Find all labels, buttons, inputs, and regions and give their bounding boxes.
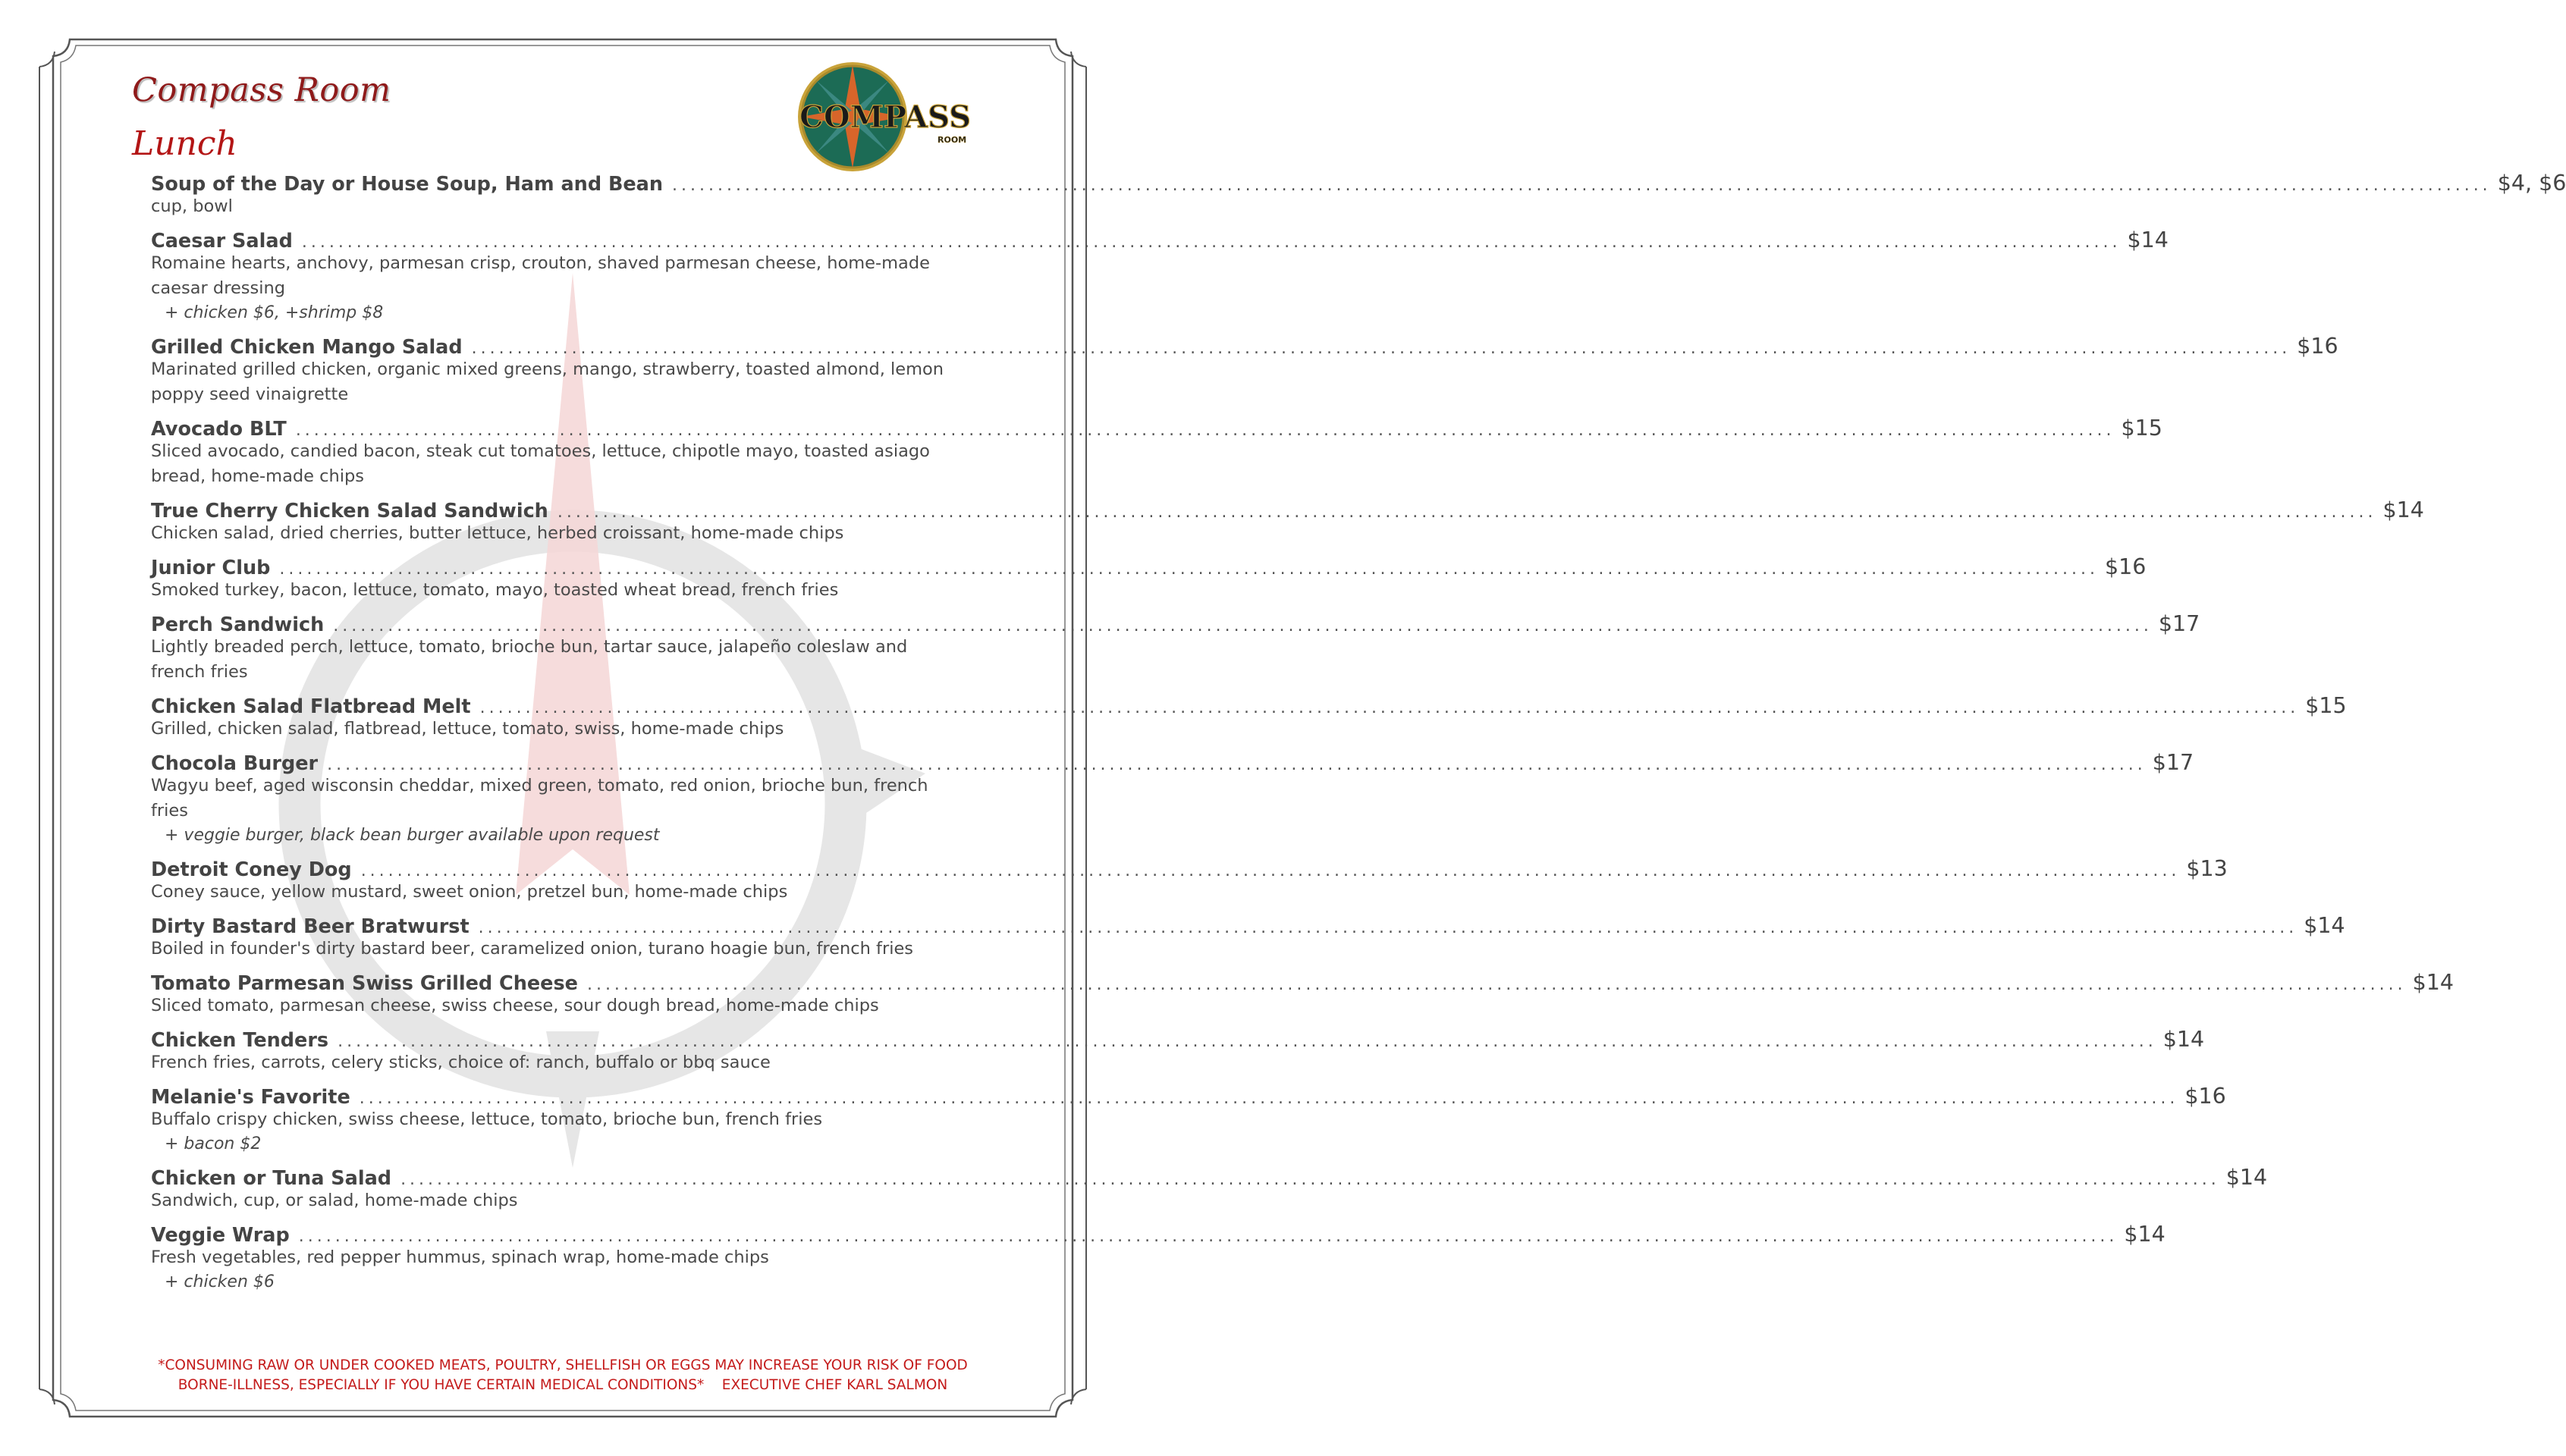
menu-item-description: Coney sauce, yellow mustard, sweet onion, pretzel bun, home-made chips [151, 882, 788, 902]
menu-item-price: $14 [2127, 228, 2169, 253]
menu-item [151, 1084, 2226, 1156]
menu-item-description: Marinated grilled chicken, organic mixed greens, mango, strawberry, toasted almond, lemon poppy seed vinaigrette [151, 359, 944, 404]
menu-item [151, 171, 2566, 219]
menu-item [151, 970, 2454, 1018]
menu-item-name: Chicken Salad Flatbread Melt [151, 695, 471, 718]
dot-leader: ........................................................................................................................................................................................................ [672, 176, 2492, 195]
menu-item-price: $16 [2184, 1084, 2226, 1109]
menu-item-price: $14 [2382, 497, 2424, 522]
menu-list [151, 171, 2566, 1303]
menu-item-header [151, 1165, 2268, 1190]
menu-item-name: Perch Sandwich [151, 613, 325, 636]
menu-item-name: Detroit Coney Dog [151, 858, 352, 881]
menu-item [151, 1165, 2268, 1213]
menu-item-name: Junior Club [151, 557, 271, 579]
menu-item-price: $14 [2162, 1027, 2205, 1052]
menu-item-name: Tomato Parmesan Swiss Grilled Cheese [151, 972, 578, 995]
menu-item [151, 1027, 2205, 1075]
menu-item-description: Chicken salad, dried cherries, butter lettuce, herbed croissant, home-made chips [151, 523, 844, 543]
menu-item-name: Soup of the Day or House Soup, Ham and Bean [151, 173, 664, 196]
menu-item-name: Avocado BLT [151, 418, 287, 441]
dot-leader: ........................................................................................................................................................................................................ [360, 861, 2181, 880]
menu-item-price: $16 [2105, 554, 2147, 579]
dot-leader: ........................................................................................................................................................................................................ [338, 1032, 2157, 1051]
dot-leader: ........................................................................................................................................................................................................ [298, 1227, 2118, 1246]
compass-rose-icon [793, 58, 1021, 177]
menu-item-description: French fries, carrots, celery sticks, choice of: ranch, buffalo or bbq sauce [151, 1053, 771, 1072]
menu-item-name: Chicken or Tuna Salad [151, 1167, 392, 1190]
menu-item-price: $15 [2305, 693, 2347, 718]
dot-leader: ........................................................................................................................................................................................................ [479, 698, 2300, 717]
menu-item-header [151, 913, 2345, 938]
menu-item-name: Melanie's Favorite [151, 1086, 350, 1109]
menu-item-price: $13 [2186, 856, 2228, 881]
menu-item-description: cup, bowl [151, 196, 233, 216]
menu-item-name: Caesar Salad [151, 230, 293, 253]
dot-leader: ........................................................................................................................................................................................................ [471, 339, 2291, 358]
menu-item [151, 856, 2228, 905]
menu-item-description: Sliced avocado, candied bacon, steak cut tomatoes, lettuce, chipotle mayo, toasted asiago bread, home-made chips [151, 441, 930, 486]
menu-item-price: $4, $6 [2497, 171, 2566, 196]
menu-item-header [151, 416, 2162, 441]
menu-item-name: Veggie Wrap [151, 1224, 290, 1247]
menu-item [151, 554, 2147, 603]
dot-leader: ........................................................................................................................................................................................................ [333, 617, 2153, 635]
menu-item-header [151, 970, 2454, 995]
dot-leader: ........................................................................................................................................................................................................ [301, 233, 2122, 252]
restaurant-name: Compass Room [132, 71, 391, 109]
menu-item-price: $14 [2124, 1222, 2166, 1247]
dot-leader: ........................................................................................................................................................................................................ [279, 560, 2100, 579]
menu-item-price: $16 [2297, 334, 2338, 359]
menu-item-name: Dirty Bastard Beer Bratwurst [151, 915, 470, 938]
dot-leader: ........................................................................................................................................................................................................ [478, 918, 2298, 937]
menu-item-description: Sandwich, cup, or salad, home-made chips [151, 1191, 518, 1210]
dot-leader: ........................................................................................................................................................................................................ [586, 975, 2407, 994]
menu-item-description: Romaine hearts, anchovy, parmesan crisp, crouton, shaved parmesan cheese, home-made caesar dressing [151, 253, 930, 298]
menu-item-price: $17 [2152, 750, 2194, 775]
menu-item-header [151, 171, 2566, 196]
menu-item-description: Boiled in founder's dirty bastard beer, caramelized onion, turano hoagie bun, french fries [151, 939, 914, 959]
menu-item-name: True Cherry Chicken Salad Sandwich [151, 500, 548, 522]
menu-item-price: $14 [2225, 1165, 2268, 1190]
menu-item-header [151, 1084, 2226, 1109]
menu-item [151, 334, 2338, 407]
menu-item-header [151, 611, 2200, 636]
menu-item-price: $14 [2412, 970, 2454, 995]
menu-item-addon: + veggie burger, black bean burger available upon request [165, 826, 660, 845]
menu-item-description: Wagyu beef, aged wisconsin cheddar, mixed green, tomato, red onion, brioche bun, french fries [151, 776, 928, 821]
menu-item-price: $15 [2121, 416, 2162, 441]
menu-item-price: $17 [2158, 611, 2200, 636]
menu-item [151, 693, 2347, 742]
menu-item [151, 1222, 2166, 1294]
menu-item-description: Fresh vegetables, red pepper hummus, spinach wrap, home-made chips [151, 1247, 769, 1267]
menu-item [151, 750, 2194, 848]
menu-item-description: Grilled, chicken salad, flatbread, lettuce, tomato, swiss, home-made chips [151, 719, 784, 739]
compass-room-logo [793, 58, 1021, 177]
dot-leader: ........................................................................................................................................................................................................ [327, 755, 2147, 774]
menu-item-header [151, 554, 2147, 579]
menu-item-price: $14 [2304, 913, 2345, 938]
logo-subtext: ROOM [938, 135, 967, 145]
menu-item-description: Smoked turkey, bacon, lettuce, tomato, mayo, toasted wheat bread, french fries [151, 580, 839, 600]
menu-item-header [151, 750, 2194, 775]
menu-item-name: Chicken Tenders [151, 1029, 329, 1052]
menu-item-description: Lightly breaded perch, lettuce, tomato, brioche bun, tartar sauce, jalapeño coleslaw and french fries [151, 637, 908, 682]
menu-item-header [151, 334, 2338, 359]
dot-leader: ........................................................................................................................................................................................................ [359, 1089, 2179, 1108]
menu-item-name: Chocola Burger [151, 752, 319, 775]
food-safety-notice [137, 1356, 989, 1395]
menu-item-header [151, 497, 2424, 522]
notice-line-2-text: BORNE-ILLNESS, ESPECIALLY IF YOU HAVE CERTAIN MEDICAL CONDITIONS* [177, 1377, 705, 1393]
dot-leader: ........................................................................................................................................................................................................ [295, 421, 2115, 440]
notice-line-2 [137, 1376, 989, 1395]
menu-item-addon: + bacon $2 [165, 1134, 262, 1153]
dot-leader: ........................................................................................................................................................................................................ [400, 1170, 2220, 1189]
menu-item-description: Buffalo crispy chicken, swiss cheese, lettuce, tomato, brioche bun, french fries [151, 1109, 823, 1129]
menu-item [151, 611, 2200, 685]
menu-item-addon: + chicken $6, +shrimp $8 [165, 303, 384, 322]
dot-leader: ........................................................................................................................................................................................................ [557, 503, 2377, 522]
logo-text: COMPASS [799, 99, 972, 135]
section-title: Lunch [132, 124, 237, 163]
menu-item [151, 228, 2169, 325]
menu-item-header [151, 1222, 2166, 1247]
menu-item [151, 497, 2424, 546]
menu-item-header [151, 228, 2169, 253]
menu-item-header [151, 693, 2347, 718]
menu-item-description: Sliced tomato, parmesan cheese, swiss cheese, sour dough bread, home-made chips [151, 996, 879, 1015]
chef-credit: EXECUTIVE CHEF KARL SALMON [721, 1377, 948, 1393]
menu-item [151, 416, 2162, 489]
notice-line-1: *CONSUMING RAW OR UNDER COOKED MEATS, POULTRY, SHELLFISH OR EGGS MAY INCREASE YOUR RISK OF FOOD [158, 1357, 968, 1373]
menu-item-header [151, 856, 2228, 881]
menu-item-addon: + chicken $6 [165, 1272, 275, 1291]
menu-item [151, 913, 2345, 962]
menu-item-name: Grilled Chicken Mango Salad [151, 336, 463, 359]
menu-item-header [151, 1027, 2205, 1052]
